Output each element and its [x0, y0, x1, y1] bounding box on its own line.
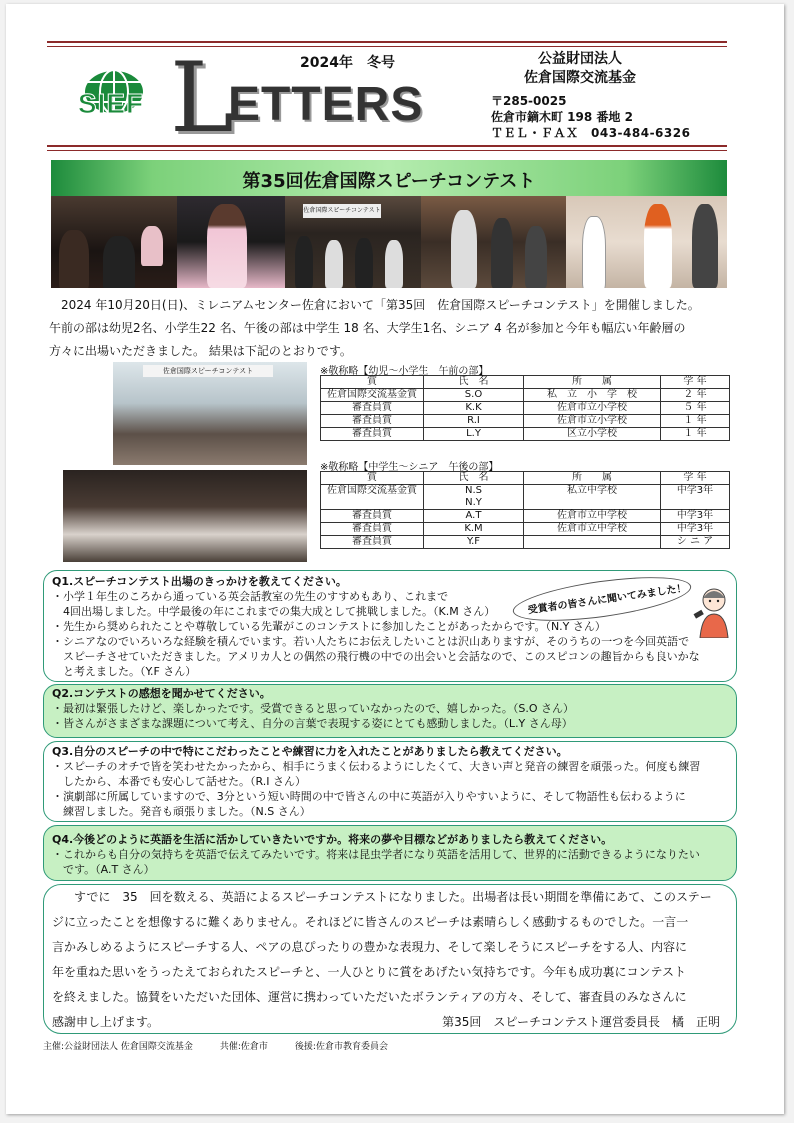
- q1-answer-line: ・シニアなのでいろいろな経験を積んでいます。若い人たちにお伝えしたいことは沢山ありますが、そのうちの一つを今回英語で: [52, 635, 690, 648]
- header-cell: 学 年: [661, 376, 730, 389]
- photo-performers: [566, 196, 727, 288]
- table-cell: 審査員賞: [321, 415, 424, 428]
- photo-afternoon-group: [63, 470, 307, 562]
- table-cell: １ 年: [661, 428, 730, 441]
- reporter-icon: [692, 584, 736, 638]
- tel-fax: ＴＥＬ・ＦＡＸ 043-484-6326: [491, 126, 691, 140]
- table-row: [321, 389, 730, 402]
- q3-title: Q3.自分のスピーチの中で特にこだわったことや練習に力を入れたことがありましたら教えてください。: [52, 745, 568, 758]
- table-cell: 中学3年: [661, 485, 730, 510]
- q3-answer-line: ・スピーチのオチで皆を笑わせたかったから、相手にうまく伝わるようにしたくて、大きい声と発音の練習を頑張った。何度も練習: [52, 760, 701, 773]
- header-cell: 所 属: [524, 376, 661, 389]
- q1-answer-line: ・先生から奨められたことや尊敬している先輩がこのコンテストに参加したことがあったからです。（N.Y さん）: [52, 620, 606, 633]
- intro-text: [49, 294, 739, 363]
- q4-box: [43, 825, 737, 881]
- table-cell: R.I: [424, 415, 524, 428]
- table-cell: 私立中学校: [524, 485, 661, 510]
- table-cell: K.K: [424, 402, 524, 415]
- org-line-1: 公益財団法人: [538, 51, 622, 67]
- table-cell: 審査員賞: [321, 402, 424, 415]
- stage-sign: 佐倉国際スピーチコンテスト: [303, 204, 381, 218]
- group-sign: 佐倉国際スピーチコンテスト: [143, 365, 273, 377]
- footer-credits: 主催:公益財団法人 佐倉国際交流基金 共催:佐倉市 後援:佐倉市教育委員会: [43, 1042, 388, 1052]
- table-cell: [524, 536, 661, 549]
- header-cell: 氏 名: [424, 472, 524, 485]
- q3-answer-line: 練習しました。発音も頑張りました。（N.S さん）: [52, 805, 311, 818]
- q2-box: [43, 684, 737, 738]
- afternoon-table-label: ※敬称略【中学生～シニア 午後の部】: [320, 462, 499, 473]
- table-row: [321, 536, 730, 549]
- closing-line: 感謝申し上げます。: [52, 1015, 160, 1029]
- afternoon-awards-table: [320, 471, 730, 549]
- photo-speakers: [421, 196, 566, 288]
- morning-awards-table: [320, 375, 730, 441]
- photo-speaker-girl: [177, 196, 285, 288]
- intro-line-1: 2024 年10月20日(日)、ミレニアムセンター佐倉において「第35回 佐倉国際スピーチコンテスト」を開催しました。: [61, 298, 700, 312]
- q2-answer-line: ・最初は緊張したけど、楽しかったです。受賞できると思っていなかったので、嬉しかった。（S.O さん）: [52, 702, 575, 715]
- table-cell: ５ 年: [661, 402, 730, 415]
- table-row: [321, 415, 730, 428]
- table-cell: 審査員賞: [321, 510, 424, 523]
- table-cell: 区立小学校: [524, 428, 661, 441]
- newsletter-title: ETTERS: [228, 78, 424, 131]
- q3-answer-line: ・演劇部に所属していますので、3分という短い時間の中で皆さんの中に英語が入りやすいように、そして物語性も伝わるように: [52, 790, 686, 803]
- table-row: [321, 402, 730, 415]
- table-cell: １ 年: [661, 415, 730, 428]
- bubble-text: 受賞者の皆さんに聞いてみました！: [527, 583, 688, 617]
- header-rule-bottom-thin: [47, 150, 727, 151]
- q1-answer-line: ・小学１年生のころから通っている英会話教室の先生のすすめもあり、これまで: [52, 590, 449, 603]
- header-rule-bottom: [47, 145, 727, 147]
- table-cell: N.S N.Y: [424, 485, 524, 510]
- closing-message-box: [43, 884, 737, 1034]
- header-cell: 学 年: [661, 472, 730, 485]
- table-header-row: [321, 376, 730, 389]
- q1-answer-line: と考えました。（Y.F さん）: [52, 665, 197, 678]
- org-line-2: 佐倉国際交流基金: [524, 70, 636, 86]
- table-cell: 審査員賞: [321, 536, 424, 549]
- q2-title: Q2.コンテストの感想を聞かせてください。: [52, 687, 271, 700]
- table-cell: Y.F: [424, 536, 524, 549]
- table-cell: 佐倉市立小学校: [524, 415, 661, 428]
- table-cell: 中学3年: [661, 510, 730, 523]
- header-rule-top: [47, 41, 727, 43]
- closing-line: 言かみしめるようにスピーチする人、ペアの息ぴったりの豊かな表現力、そして楽しそうにスピーチをする人、内容に: [52, 940, 688, 954]
- table-cell: シ ニ ア: [661, 536, 730, 549]
- table-cell: 審査員賞: [321, 523, 424, 536]
- q3-answer-line: したから、本番でも安心して話せた。（R.I さん）: [52, 775, 306, 788]
- header-cell: 所 属: [524, 472, 661, 485]
- q4-answer-line: ・これからも自分の気持ちを英語で伝えてみたいです。将来は昆虫学者になり英語を活用して、世界的に活動できるようになりたい: [52, 848, 700, 861]
- header-cell: 賞: [321, 472, 424, 485]
- table-cell: 佐倉市立中学校: [524, 510, 661, 523]
- q4-title: Q4.今後どのように英語を生活に活かしていきたいですか。将来の夢や目標などがありましたら教えてください。: [52, 833, 613, 846]
- closing-line: 年を重ねた思いをうったえておられたスピーチと、一人ひとりに賞をあげたい気持ちです。今年も成功裏にコンテスト: [52, 965, 686, 979]
- interviewer-illustration: [692, 584, 736, 638]
- header-cell: 氏 名: [424, 376, 524, 389]
- table-cell: L.Y: [424, 428, 524, 441]
- header-cell: 賞: [321, 376, 424, 389]
- table-cell: K.M: [424, 523, 524, 536]
- closing-line: ジに立ったことを想像するに難くありません。それほどに皆さんのスピーチは素晴らしく感動するものでした。一言一: [52, 915, 689, 929]
- table-cell: 私 立 小 学 校: [524, 389, 661, 402]
- q3-box: [43, 741, 737, 822]
- table-cell: 佐倉市立小学校: [524, 402, 661, 415]
- logo-text: SIEF: [77, 88, 145, 119]
- postal-code: 〒285-0025: [491, 94, 567, 108]
- table-cell: 佐倉国際交流基金賞: [321, 485, 424, 510]
- table-cell: A.T: [424, 510, 524, 523]
- title-initial: L: [170, 42, 234, 154]
- table-cell: S.O: [424, 389, 524, 402]
- contact-block: [491, 93, 690, 141]
- table-row: [321, 428, 730, 441]
- issue-label: 2024年 冬号: [300, 55, 395, 71]
- sief-logo: [52, 68, 170, 128]
- table-row: [321, 510, 730, 523]
- header-rule-top-thin: [47, 46, 727, 47]
- table-cell: 中学3年: [661, 523, 730, 536]
- table-cell: 佐倉国際交流基金賞: [321, 389, 424, 402]
- intro-line-2: 午前の部は幼児2名、小学生22 名、午後の部は中学生 18 名、大学生1名、シニア 4 名が参加と今年も幅広い年齢層の: [49, 321, 686, 335]
- table-cell: 佐倉市立中学校: [524, 523, 661, 536]
- q1-answer-line: スピーチさせていただきました。アメリカ人との偶然の飛行機の中での出会いと会話なので、このスピコンの趣旨からも良いかな: [52, 650, 700, 663]
- table-cell: ２ 年: [661, 389, 730, 402]
- photo-audience: [51, 196, 177, 288]
- event-title: 第35回佐倉国際スピーチコンテスト: [242, 171, 536, 192]
- photo-stage: [285, 196, 421, 288]
- morning-table-label: ※敬称略【幼児～小学生 午前の部】: [320, 366, 489, 377]
- table-cell: 審査員賞: [321, 428, 424, 441]
- organization-name: [515, 50, 645, 88]
- q2-answer-line: ・皆さんがさまざまな課題について考え、自分の言葉で表現する姿にとても感動しました。（L.Y さん母）: [52, 717, 573, 730]
- table-header-row: [321, 472, 730, 485]
- closing-line: を終えました。協賛をいただいた団体、運営に携わっていただいたボランティアの方々、そして、審査員のみなさんに: [52, 990, 687, 1004]
- q1-title: Q1.スピーチコンテスト出場のきっかけを教えてください。: [52, 575, 347, 588]
- intro-line-3: 方々に出場いただきました。 結果は下記のとおりです。: [49, 344, 352, 358]
- q4-answer-line: です。（A.T さん）: [52, 863, 155, 876]
- table-row: [321, 523, 730, 536]
- table-row: [321, 485, 730, 510]
- closing-signature: 第35回 スピーチコンテスト運営委員長 橘 正明: [442, 1015, 720, 1029]
- q1-answer-line: 4回出場しました。中学最後の年にこれまでの集大成として挑戦しました。（K.M さん）: [52, 605, 496, 618]
- closing-line: すでに 35 回を数える、英語によるスピーチコンテストになりました。出場者は長い期間を準備にあて、このステー: [74, 890, 712, 904]
- address: 佐倉市鏑木町 198 番地 2: [491, 110, 633, 124]
- photo-morning-group: [113, 362, 307, 465]
- event-banner: [51, 160, 727, 196]
